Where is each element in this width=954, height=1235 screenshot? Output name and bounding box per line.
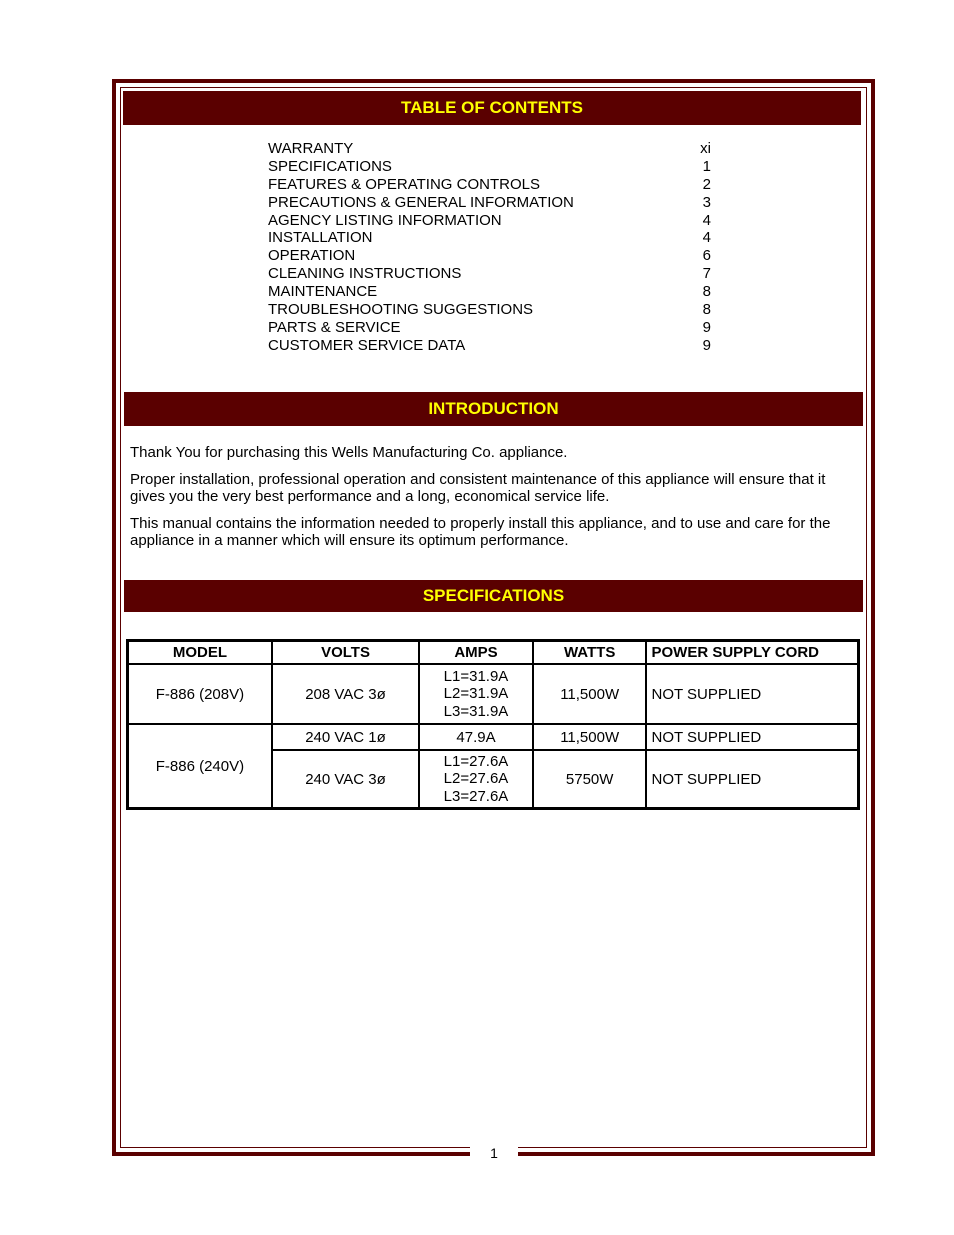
toc-item-page: 7 <box>702 265 711 283</box>
toc-item[interactable] <box>268 194 711 212</box>
toc-item-label: MAINTENANCE <box>268 283 378 301</box>
cell-watts: 11,500W <box>533 724 647 750</box>
toc-item[interactable] <box>268 212 711 230</box>
toc-item[interactable] <box>268 158 711 176</box>
toc-item[interactable] <box>268 247 711 265</box>
toc-item-label: FEATURES & OPERATING CONTROLS <box>268 175 540 193</box>
toc-item-label: AGENCY LISTING INFORMATION <box>268 211 502 229</box>
amps-line: L3=31.9A <box>443 702 509 720</box>
table-row <box>128 724 859 750</box>
toc-item[interactable] <box>268 337 711 355</box>
amps-line: L1=31.9A <box>443 667 509 685</box>
cell-cord: NOT SUPPLIED <box>646 750 858 809</box>
toc-item-label: INSTALLATION <box>268 229 373 247</box>
toc-item-page: 1 <box>702 157 711 175</box>
introduction-title: INTRODUCTION <box>124 392 863 426</box>
cell-model: F-886 (208V) <box>128 664 272 724</box>
toc-item[interactable] <box>268 140 711 158</box>
toc-item-label: WARRANTY <box>268 140 354 157</box>
cell-volts: 240 VAC 1ø <box>272 724 419 750</box>
cell-volts: 240 VAC 3ø <box>272 750 419 809</box>
toc-item-label: PRECAUTIONS & GENERAL INFORMATION <box>268 193 574 211</box>
toc-list <box>268 140 711 355</box>
toc-item-label: PARTS & SERVICE <box>268 318 401 336</box>
toc-item[interactable] <box>268 301 711 319</box>
header-power-supply-cord: POWER SUPPLY CORD <box>646 641 858 665</box>
toc-item-page: 6 <box>702 247 711 265</box>
amps-line: L1=27.6A <box>443 752 509 770</box>
cell-volts: 208 VAC 3ø <box>272 664 419 724</box>
toc-item-page: 3 <box>702 193 711 211</box>
cell-watts: 11,500W <box>533 664 647 724</box>
cell-cord: NOT SUPPLIED <box>646 664 858 724</box>
amps-line: L3=27.6A <box>443 787 509 805</box>
header-volts: VOLTS <box>272 641 419 665</box>
toc-item-page: 8 <box>702 301 711 319</box>
toc-item[interactable] <box>268 176 711 194</box>
toc-item-page: 9 <box>702 336 711 354</box>
cell-amps <box>419 750 533 809</box>
header-amps: AMPS <box>419 641 533 665</box>
toc-item-label: TROUBLESHOOTING SUGGESTIONS <box>268 301 534 319</box>
toc-item-label: SPECIFICATIONS <box>268 157 392 175</box>
cell-cord: NOT SUPPLIED <box>646 724 858 750</box>
toc-title: TABLE OF CONTENTS <box>123 91 861 125</box>
toc-item-label: CLEANING INSTRUCTIONS <box>268 265 462 283</box>
cell-model: F-886 (240V) <box>128 724 272 809</box>
toc-item-page: 2 <box>702 175 711 193</box>
toc-item[interactable] <box>268 265 711 283</box>
cell-watts: 5750W <box>533 750 647 809</box>
table-header-row <box>128 641 859 665</box>
specifications-title: SPECIFICATIONS <box>124 580 863 612</box>
specifications-table <box>126 639 860 810</box>
introduction-paragraph: This manual contains the information needed to properly install this appliance, and to use and care for the appliance in a manner which will ensure its optimum performance. <box>130 514 831 549</box>
toc-item-page: 9 <box>702 318 711 336</box>
cell-amps <box>419 664 533 724</box>
page-number: 1 <box>490 1145 498 1161</box>
toc-item[interactable] <box>268 229 711 247</box>
header-watts: WATTS <box>533 641 647 665</box>
toc-item-label: OPERATION <box>268 247 356 265</box>
table-row <box>128 664 859 724</box>
toc-item-label: CUSTOMER SERVICE DATA <box>268 336 466 354</box>
toc-item[interactable] <box>268 283 711 301</box>
toc-item-page: 4 <box>702 229 711 247</box>
introduction-body <box>130 444 862 559</box>
toc-item-page: 4 <box>702 211 711 229</box>
introduction-paragraph: Thank You for purchasing this Wells Manufacturing Co. appliance. <box>130 444 568 461</box>
toc-item-page: xi <box>700 140 711 157</box>
toc-item-page: 8 <box>702 283 711 301</box>
introduction-paragraph: Proper installation, professional operation and consistent maintenance of this appliance will ensure that it gives you the very best performance and a long, economical service life. <box>130 470 826 505</box>
amps-line: L2=31.9A <box>443 685 509 703</box>
amps-line: L2=27.6A <box>443 770 509 788</box>
toc-item[interactable] <box>268 319 711 337</box>
header-model: MODEL <box>128 641 272 665</box>
cell-amps: 47.9A <box>419 724 533 750</box>
